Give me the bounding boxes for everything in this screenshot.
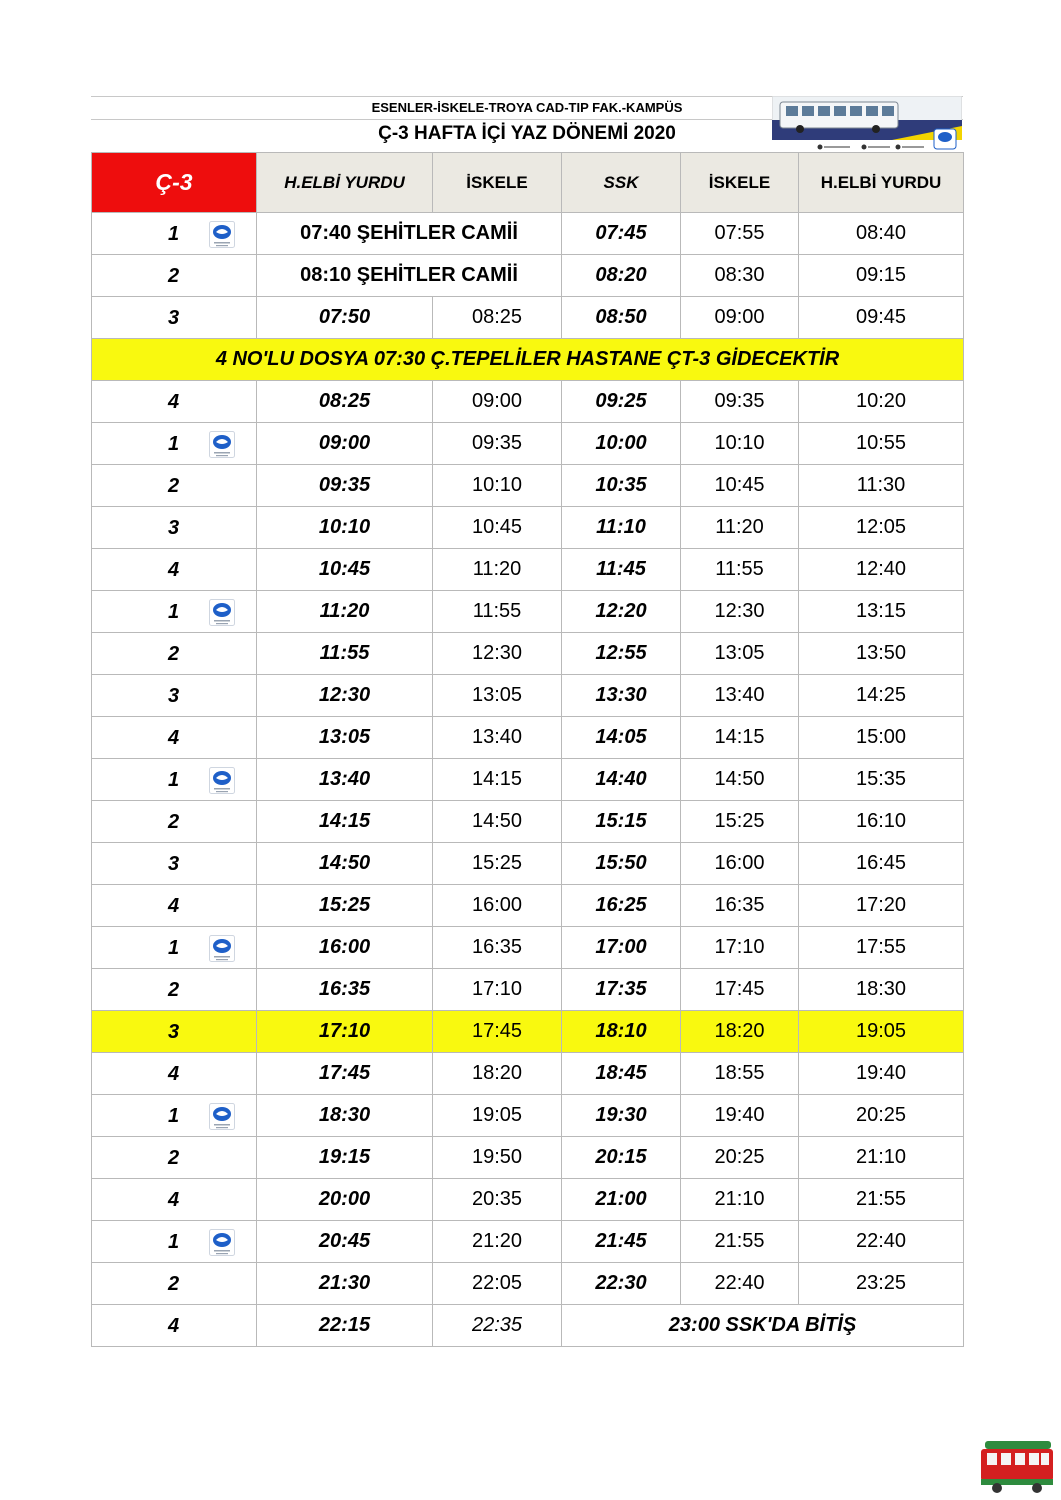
time-ssk: 14:05 <box>562 717 681 759</box>
end-note: 23:00 SSK'DA BİTİŞ <box>562 1305 964 1347</box>
time-h-elbi-yurdu-return: 21:10 <box>799 1137 964 1179</box>
time-h-elbi-yurdu-return: 15:00 <box>799 717 964 759</box>
time-h-elbi-yurdu-return: 20:25 <box>799 1095 964 1137</box>
trip-number-cell <box>92 297 257 339</box>
trip-number-cell <box>92 507 257 549</box>
time-iskele: 13:05 <box>433 675 562 717</box>
time-iskele-return: 17:10 <box>681 927 799 969</box>
time-iskele-return: 10:10 <box>681 423 799 465</box>
time-h-elbi-yurdu-return: 09:45 <box>799 297 964 339</box>
time-h-elbi-yurdu: 09:35 <box>257 465 433 507</box>
time-iskele: 14:15 <box>433 759 562 801</box>
time-iskele: 22:35 <box>433 1305 562 1347</box>
municipality-logo-icon <box>209 599 235 626</box>
trip-number-cell <box>92 633 257 675</box>
trip-number-cell <box>92 381 257 423</box>
time-iskele: 20:35 <box>433 1179 562 1221</box>
bus-banner-image <box>772 96 962 152</box>
time-ssk: 15:50 <box>562 843 681 885</box>
schedule-row <box>92 465 964 507</box>
time-ssk: 11:10 <box>562 507 681 549</box>
time-h-elbi-yurdu: 12:30 <box>257 675 433 717</box>
municipality-logo-icon <box>209 935 235 962</box>
notice-text: 4 NO'LU DOSYA 07:30 Ç.TEPELİLER HASTANE ÇT-3 GİDECEKTİR <box>92 339 964 381</box>
col-header-iskele: İSKELE <box>433 153 562 213</box>
trip-number: 4 <box>167 1189 180 1211</box>
trip-number-cell <box>92 1305 257 1347</box>
time-ssk: 20:15 <box>562 1137 681 1179</box>
trip-number-cell <box>92 1263 257 1305</box>
trip-number-cell <box>92 969 257 1011</box>
schedule-row <box>92 423 964 465</box>
schedule-row <box>92 927 964 969</box>
time-iskele-return: 14:50 <box>681 759 799 801</box>
time-iskele-return: 16:35 <box>681 885 799 927</box>
departure-note: 08:10 ŞEHİTLER CAMİİ <box>257 255 562 297</box>
schedule-row <box>92 759 964 801</box>
time-iskele: 22:05 <box>433 1263 562 1305</box>
col-header-h-elbi-yurdu-return: H.ELBİ YURDU <box>799 153 964 213</box>
time-ssk: 10:35 <box>562 465 681 507</box>
time-h-elbi-yurdu-return: 23:25 <box>799 1263 964 1305</box>
time-h-elbi-yurdu-return: 18:30 <box>799 969 964 1011</box>
schedule-row <box>92 969 964 1011</box>
time-h-elbi-yurdu-return: 22:40 <box>799 1221 964 1263</box>
trip-number: 4 <box>167 727 180 749</box>
time-iskele-return: 16:00 <box>681 843 799 885</box>
time-ssk: 07:45 <box>562 213 681 255</box>
trip-number: 2 <box>167 1273 180 1295</box>
time-iskele: 09:35 <box>433 423 562 465</box>
trip-number-cell <box>92 1137 257 1179</box>
time-h-elbi-yurdu: 13:05 <box>257 717 433 759</box>
schedule-row <box>92 717 964 759</box>
time-iskele-return: 10:45 <box>681 465 799 507</box>
time-h-elbi-yurdu: 17:10 <box>257 1011 433 1053</box>
schedule-row <box>92 255 964 297</box>
col-header-h-elbi-yurdu: H.ELBİ YURDU <box>257 153 433 213</box>
notice-row <box>92 339 964 381</box>
trip-number-cell <box>92 717 257 759</box>
time-h-elbi-yurdu-return: 14:25 <box>799 675 964 717</box>
time-iskele: 11:55 <box>433 591 562 633</box>
col-header-ssk: SSK <box>562 153 681 213</box>
trip-number: 4 <box>167 391 180 413</box>
trip-number-cell <box>92 1221 257 1263</box>
time-iskele: 19:50 <box>433 1137 562 1179</box>
schedule-row <box>92 1053 964 1095</box>
trip-number: 3 <box>167 517 180 539</box>
time-h-elbi-yurdu: 10:45 <box>257 549 433 591</box>
trip-number-cell <box>92 1053 257 1095</box>
schedule-table <box>91 152 964 1347</box>
time-h-elbi-yurdu: 10:10 <box>257 507 433 549</box>
trip-number-cell <box>92 213 257 255</box>
schedule-row <box>92 1221 964 1263</box>
time-h-elbi-yurdu-return: 19:05 <box>799 1011 964 1053</box>
time-h-elbi-yurdu: 08:25 <box>257 381 433 423</box>
trip-number-cell <box>92 591 257 633</box>
schedule-row <box>92 297 964 339</box>
trip-number: 4 <box>167 895 180 917</box>
schedule-row <box>92 507 964 549</box>
time-h-elbi-yurdu-return: 13:50 <box>799 633 964 675</box>
schedule-row <box>92 801 964 843</box>
time-h-elbi-yurdu: 07:50 <box>257 297 433 339</box>
time-iskele-return: 11:55 <box>681 549 799 591</box>
time-h-elbi-yurdu: 13:40 <box>257 759 433 801</box>
time-iskele: 15:25 <box>433 843 562 885</box>
time-h-elbi-yurdu: 18:30 <box>257 1095 433 1137</box>
trip-number: 1 <box>167 1231 180 1253</box>
schedule-row <box>92 549 964 591</box>
time-iskele: 09:00 <box>433 381 562 423</box>
time-h-elbi-yurdu-return: 15:35 <box>799 759 964 801</box>
time-ssk: 22:30 <box>562 1263 681 1305</box>
time-iskele-return: 09:35 <box>681 381 799 423</box>
time-iskele: 19:05 <box>433 1095 562 1137</box>
trip-number: 2 <box>167 643 180 665</box>
time-iskele-return: 19:40 <box>681 1095 799 1137</box>
schedule-row <box>92 675 964 717</box>
time-ssk: 13:30 <box>562 675 681 717</box>
time-ssk: 19:30 <box>562 1095 681 1137</box>
time-h-elbi-yurdu: 14:15 <box>257 801 433 843</box>
time-ssk: 21:45 <box>562 1221 681 1263</box>
time-h-elbi-yurdu: 11:20 <box>257 591 433 633</box>
schedule-row <box>92 591 964 633</box>
time-h-elbi-yurdu: 14:50 <box>257 843 433 885</box>
time-ssk: 18:10 <box>562 1011 681 1053</box>
schedule-row <box>92 1305 964 1347</box>
time-iskele-return: 08:30 <box>681 255 799 297</box>
time-ssk: 12:55 <box>562 633 681 675</box>
trip-number: 4 <box>167 1315 180 1337</box>
col-header-iskele-return: İSKELE <box>681 153 799 213</box>
time-ssk: 18:45 <box>562 1053 681 1095</box>
time-iskele-return: 21:55 <box>681 1221 799 1263</box>
trip-number-cell <box>92 1179 257 1221</box>
time-iskele: 18:20 <box>433 1053 562 1095</box>
time-iskele-return: 21:10 <box>681 1179 799 1221</box>
time-ssk: 15:15 <box>562 801 681 843</box>
time-iskele: 16:35 <box>433 927 562 969</box>
time-iskele-return: 22:40 <box>681 1263 799 1305</box>
time-iskele-return: 12:30 <box>681 591 799 633</box>
time-iskele-return: 13:40 <box>681 675 799 717</box>
time-h-elbi-yurdu: 11:55 <box>257 633 433 675</box>
schedule-row <box>92 1179 964 1221</box>
trip-number-cell <box>92 1095 257 1137</box>
schedule-row <box>92 213 964 255</box>
time-h-elbi-yurdu-return: 08:40 <box>799 213 964 255</box>
time-iskele: 12:30 <box>433 633 562 675</box>
time-h-elbi-yurdu-return: 17:20 <box>799 885 964 927</box>
time-ssk: 12:20 <box>562 591 681 633</box>
time-ssk: 16:25 <box>562 885 681 927</box>
time-h-elbi-yurdu: 20:45 <box>257 1221 433 1263</box>
trip-number: 1 <box>167 433 180 455</box>
time-iskele-return: 11:20 <box>681 507 799 549</box>
time-h-elbi-yurdu-return: 17:55 <box>799 927 964 969</box>
trip-number: 2 <box>167 265 180 287</box>
schedule-row <box>92 885 964 927</box>
trip-number-cell <box>92 423 257 465</box>
time-iskele: 16:00 <box>433 885 562 927</box>
trip-number: 2 <box>167 1147 180 1169</box>
time-iskele-return: 07:55 <box>681 213 799 255</box>
trip-number: 4 <box>167 559 180 581</box>
schedule-row <box>92 1095 964 1137</box>
time-iskele: 11:20 <box>433 549 562 591</box>
time-ssk: 09:25 <box>562 381 681 423</box>
trip-number-cell <box>92 801 257 843</box>
time-h-elbi-yurdu-return: 10:55 <box>799 423 964 465</box>
time-h-elbi-yurdu-return: 16:45 <box>799 843 964 885</box>
time-h-elbi-yurdu-return: 09:15 <box>799 255 964 297</box>
trip-number: 4 <box>167 1063 180 1085</box>
trip-number-cell <box>92 255 257 297</box>
time-iskele-return: 14:15 <box>681 717 799 759</box>
trip-number: 1 <box>167 937 180 959</box>
time-iskele: 13:40 <box>433 717 562 759</box>
time-h-elbi-yurdu: 20:00 <box>257 1179 433 1221</box>
trip-number: 3 <box>167 685 180 707</box>
time-iskele-return: 18:20 <box>681 1011 799 1053</box>
schedule-row <box>92 1263 964 1305</box>
time-ssk: 21:00 <box>562 1179 681 1221</box>
time-iskele: 10:45 <box>433 507 562 549</box>
trip-number: 1 <box>167 769 180 791</box>
time-h-elbi-yurdu: 16:00 <box>257 927 433 969</box>
time-iskele-return: 20:25 <box>681 1137 799 1179</box>
trip-number: 3 <box>167 1021 180 1043</box>
schedule-row <box>92 843 964 885</box>
time-h-elbi-yurdu-return: 12:05 <box>799 507 964 549</box>
time-iskele: 17:10 <box>433 969 562 1011</box>
schedule-row <box>92 381 964 423</box>
time-iskele: 21:20 <box>433 1221 562 1263</box>
schedule-row <box>92 1137 964 1179</box>
trip-number-cell <box>92 885 257 927</box>
trip-number-cell <box>92 675 257 717</box>
time-h-elbi-yurdu: 22:15 <box>257 1305 433 1347</box>
trip-number: 1 <box>167 223 180 245</box>
municipality-logo-icon <box>209 767 235 794</box>
trip-number-cell <box>92 927 257 969</box>
time-ssk: 10:00 <box>562 423 681 465</box>
time-ssk: 08:50 <box>562 297 681 339</box>
time-h-elbi-yurdu: 17:45 <box>257 1053 433 1095</box>
time-iskele: 17:45 <box>433 1011 562 1053</box>
time-h-elbi-yurdu: 21:30 <box>257 1263 433 1305</box>
schedule-title: Ç-3 HAFTA İÇİ YAZ DÖNEMİ 2020 <box>378 123 676 144</box>
schedule-row <box>92 633 964 675</box>
trip-number-cell <box>92 843 257 885</box>
trip-number: 3 <box>167 307 180 329</box>
municipality-logo-icon <box>209 1229 235 1256</box>
time-h-elbi-yurdu-return: 21:55 <box>799 1179 964 1221</box>
schedule-body <box>92 213 964 1347</box>
time-h-elbi-yurdu-return: 16:10 <box>799 801 964 843</box>
trip-number-cell <box>92 1011 257 1053</box>
header-row <box>92 153 964 213</box>
route-subtitle: ESENLER-İSKELE-TROYA CAD-TIP FAK.-KAMPÜS <box>371 100 683 115</box>
time-iskele: 08:25 <box>433 297 562 339</box>
time-iskele: 10:10 <box>433 465 562 507</box>
time-h-elbi-yurdu: 09:00 <box>257 423 433 465</box>
time-iskele-return: 13:05 <box>681 633 799 675</box>
time-ssk: 14:40 <box>562 759 681 801</box>
municipality-logo-icon <box>209 221 235 248</box>
time-h-elbi-yurdu: 16:35 <box>257 969 433 1011</box>
trip-number: 1 <box>167 601 180 623</box>
time-ssk: 17:00 <box>562 927 681 969</box>
trip-number: 2 <box>167 475 180 497</box>
time-ssk: 08:20 <box>562 255 681 297</box>
time-h-elbi-yurdu: 19:15 <box>257 1137 433 1179</box>
departure-note: 07:40 ŞEHİTLER CAMİİ <box>257 213 562 255</box>
time-iskele-return: 17:45 <box>681 969 799 1011</box>
time-h-elbi-yurdu-return: 11:30 <box>799 465 964 507</box>
route-code-cell: Ç-3 <box>92 153 257 213</box>
time-h-elbi-yurdu-return: 19:40 <box>799 1053 964 1095</box>
time-h-elbi-yurdu-return: 13:15 <box>799 591 964 633</box>
trip-number: 1 <box>167 1105 180 1127</box>
time-h-elbi-yurdu: 15:25 <box>257 885 433 927</box>
time-iskele-return: 09:00 <box>681 297 799 339</box>
time-iskele-return: 18:55 <box>681 1053 799 1095</box>
trip-number-cell <box>92 465 257 507</box>
trip-number: 3 <box>167 853 180 875</box>
time-h-elbi-yurdu-return: 10:20 <box>799 381 964 423</box>
schedule-row <box>92 1011 964 1053</box>
time-h-elbi-yurdu-return: 12:40 <box>799 549 964 591</box>
trip-number-cell <box>92 549 257 591</box>
time-iskele-return: 15:25 <box>681 801 799 843</box>
municipality-logo-icon <box>209 1103 235 1130</box>
trip-number: 2 <box>167 979 180 1001</box>
tram-icon <box>975 1439 1058 1495</box>
time-ssk: 17:35 <box>562 969 681 1011</box>
trip-number-cell <box>92 759 257 801</box>
time-ssk: 11:45 <box>562 549 681 591</box>
time-iskele: 14:50 <box>433 801 562 843</box>
trip-number: 2 <box>167 811 180 833</box>
municipality-logo-icon <box>209 431 235 458</box>
